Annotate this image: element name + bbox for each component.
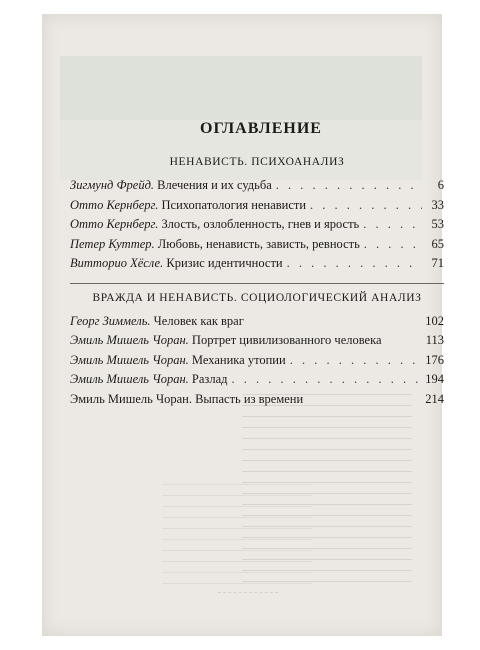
toc-entry[interactable] (70, 390, 444, 410)
entry-author: Витторио Хёсле. (70, 256, 164, 270)
section-divider (70, 283, 444, 284)
entry-author: Отто Кернберг. (70, 197, 159, 212)
entry-page-number: 6 (437, 178, 444, 192)
toc-title: ОГЛАВЛЕНИЕ (200, 120, 322, 137)
entry-page-number: 214 (425, 391, 444, 406)
toc-section (70, 156, 444, 274)
entry-author: Георг Зиммель. (70, 313, 151, 328)
entry-page-number: 53 (431, 217, 444, 231)
entry-page-number: 194 (425, 372, 444, 386)
entry-page-number: 65 (431, 236, 444, 251)
entry-author: Эмиль Мишель Чоран. (70, 333, 189, 347)
bleed-through-text (162, 484, 312, 584)
entry-title: Любовь, ненависть, зависть, ревность (157, 236, 360, 251)
leader-dots (364, 235, 422, 255)
section-heading: ВРАЖДА И НЕНАВИСТЬ. СОЦИОЛОГИЧЕСКИЙ АНАЛИЗ (92, 291, 422, 304)
toc-entry[interactable] (70, 312, 444, 332)
entry-page-number: 113 (425, 333, 444, 347)
leader-dots (276, 176, 422, 196)
entry-author: Петер Куттер. (70, 236, 155, 251)
entry-title: Механика утопии (191, 352, 286, 367)
entry-page-number: 102 (425, 313, 444, 328)
toc-entry[interactable] (70, 331, 444, 351)
entry-page-number: 33 (431, 197, 444, 212)
toc-entry[interactable] (70, 370, 444, 390)
leader-dots (287, 254, 422, 274)
bleed-through-ornament (218, 592, 278, 603)
toc-entry[interactable] (70, 235, 444, 255)
leader-dots (232, 370, 422, 390)
entry-author: Эмиль Мишель Чоран. (70, 372, 189, 386)
leader-dots (363, 215, 422, 235)
entry-page-number: 71 (431, 256, 444, 270)
entry-page-number: 176 (425, 352, 444, 367)
leader-dots (310, 196, 422, 216)
bleed-through-band (60, 56, 422, 120)
section-heading: НЕНАВИСТЬ. ПСИХОАНАЛИЗ (169, 156, 345, 168)
entry-author: Отто Кернберг. (70, 217, 159, 231)
toc-entry[interactable] (70, 176, 444, 196)
entry-title: Портрет цивилизованного человека (191, 333, 382, 347)
entry-title: Психопатология ненависти (161, 197, 307, 212)
toc-entry[interactable] (70, 215, 444, 235)
toc-entry[interactable] (70, 254, 444, 274)
entry-title: Эмиль Мишель Чоран. Выпасть из времени (70, 391, 304, 406)
entry-title: Влечения и их судьба (157, 178, 272, 192)
toc-entry[interactable] (70, 351, 444, 371)
leader-dots (290, 351, 422, 371)
toc-entry[interactable] (70, 196, 444, 216)
entry-title: Злость, озлобленность, гнев и ярость (161, 217, 360, 231)
entry-author: Зигмунд Фрейд. (70, 178, 155, 192)
table-of-contents (70, 120, 444, 409)
toc-section (70, 292, 444, 410)
entry-author: Эмиль Мишель Чоран. (70, 352, 189, 367)
entry-title: Кризис идентичности (166, 256, 283, 270)
entry-title: Разлад (191, 372, 228, 386)
entry-title: Человек как враг (153, 313, 244, 328)
